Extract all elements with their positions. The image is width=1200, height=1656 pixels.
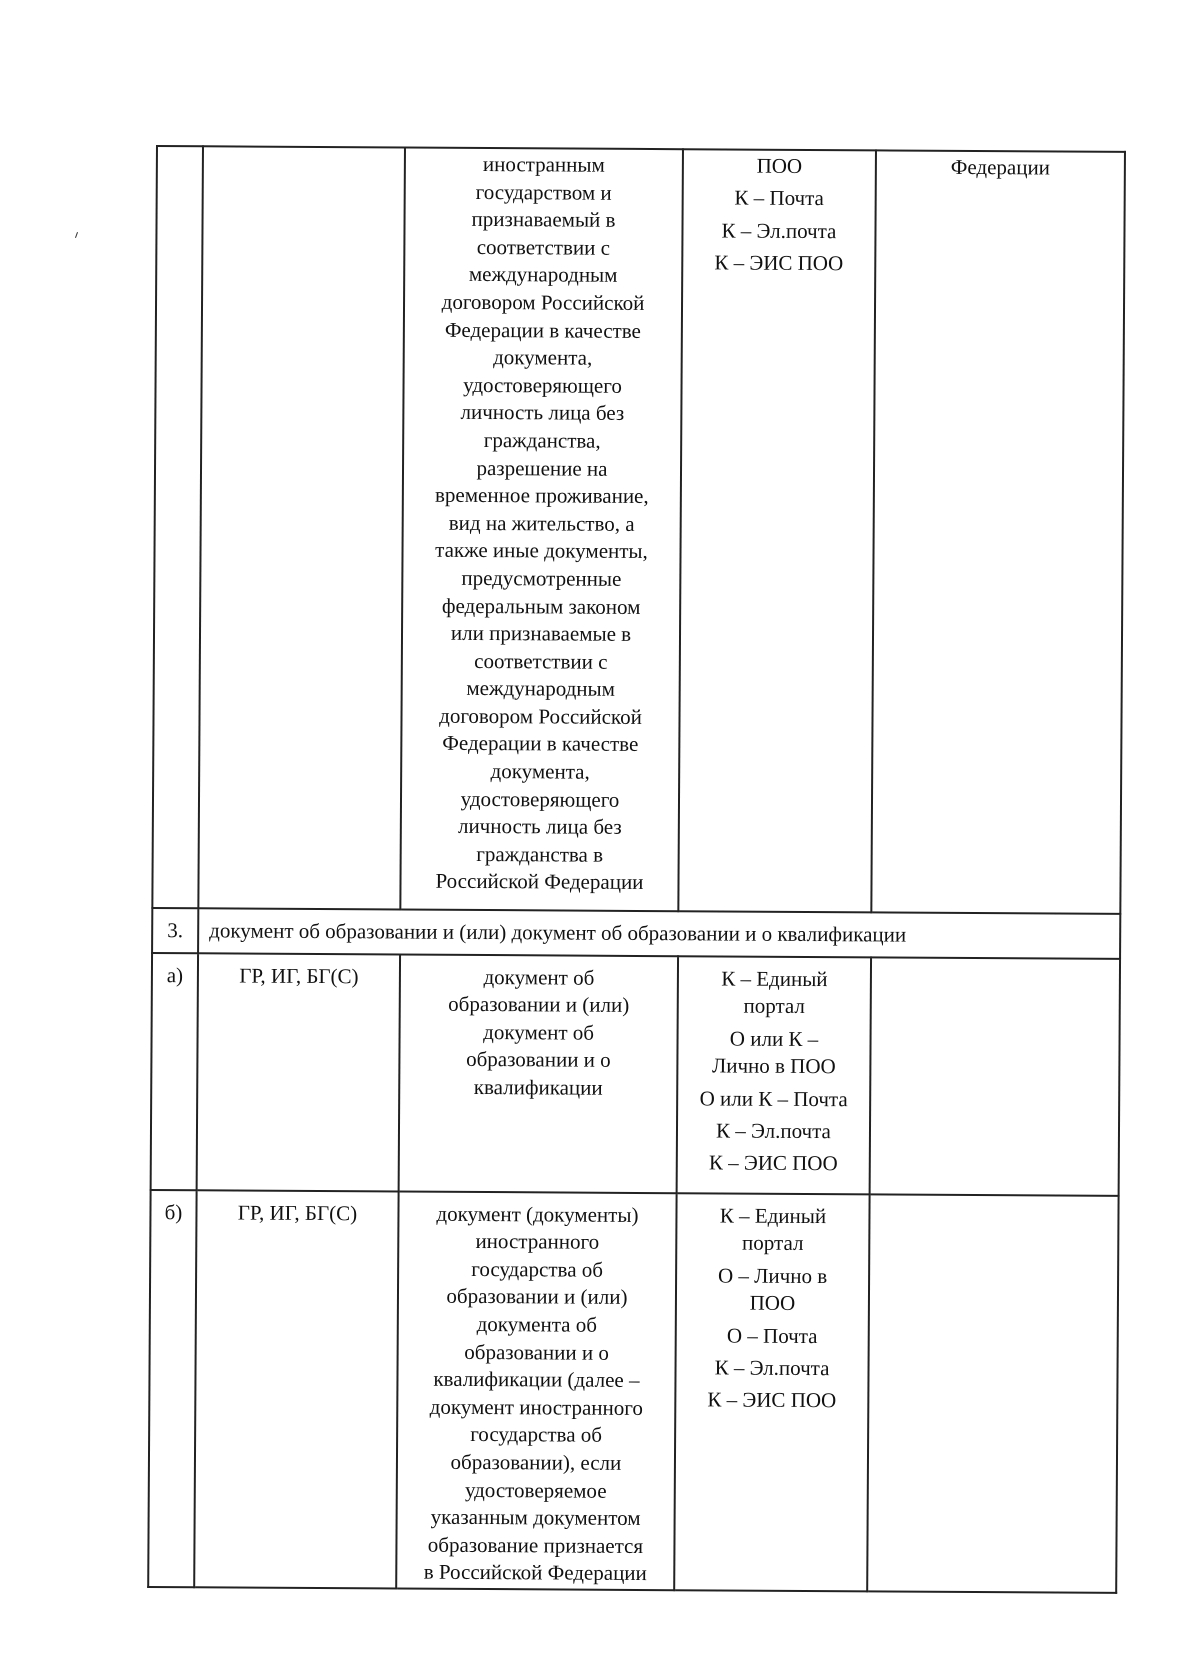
cell-line <box>684 1117 863 1146</box>
document-cell <box>399 954 678 1193</box>
cell-line-part: К – Единый <box>721 966 828 991</box>
cell-line: международным <box>466 676 616 702</box>
cell-line: предусмотренные <box>461 565 622 591</box>
table-row-continued <box>152 146 1125 914</box>
cell-line: удостоверяющего <box>460 786 620 812</box>
note-cell <box>867 1194 1118 1593</box>
cell-line: указанным документом <box>430 1504 641 1531</box>
note-cell: Федерации <box>871 150 1125 914</box>
cell-line: образовании и о <box>466 1047 611 1073</box>
submission-forms-cell <box>674 1193 869 1591</box>
cell-line: иностранного <box>475 1229 600 1254</box>
cell-line: также иные документы, <box>435 538 648 564</box>
cell-line: документ (документы) <box>436 1201 639 1227</box>
cell-line: Российской Федерации <box>435 869 644 895</box>
cell-line-part: О – Почта <box>726 1323 818 1348</box>
cell-line <box>682 1354 861 1383</box>
cell-line: государством и <box>475 179 612 205</box>
document-cell <box>396 1191 676 1590</box>
cell-line: удостоверяемое <box>464 1477 607 1503</box>
document-sheet <box>147 145 1124 1594</box>
table-row-b <box>148 1190 1118 1593</box>
cell-line: международным <box>468 262 618 288</box>
cell-line <box>683 1202 862 1258</box>
categories-cell <box>198 146 405 909</box>
cell-line: временное проживание, <box>434 482 649 509</box>
cell-line: документа, <box>493 345 593 370</box>
cell-line: ПОО <box>756 153 803 178</box>
cell-line: гражданства, <box>483 427 601 453</box>
cell-line-part: К – Эл.почта <box>714 1355 830 1381</box>
cell-line: Федерации в качестве <box>444 317 641 343</box>
cell-line: образовании), если <box>450 1449 622 1475</box>
cell-line-part: портал <box>742 1230 804 1256</box>
cell-line <box>683 1262 862 1318</box>
cell-line: образовании и о <box>464 1339 610 1365</box>
cell-line: государства об <box>471 1256 604 1282</box>
cell-line: К – Эл.почта <box>721 218 837 243</box>
cell-line <box>685 965 864 1021</box>
cell-line: образовании и (или) <box>448 991 630 1018</box>
cell-line: квалификации <box>473 1074 603 1100</box>
categories-cell: ГР, ИГ, БГ(С) <box>194 1190 398 1589</box>
cell-line: личность лица без <box>460 400 625 426</box>
cell-line: документа об <box>476 1311 598 1337</box>
cell-line: документ иностранного <box>429 1394 643 1420</box>
cell-line: признаваемый в <box>471 207 616 232</box>
cell-line-part: О или К – Почта <box>699 1085 848 1111</box>
cell-line: в Российской Федерации <box>423 1559 647 1586</box>
table-row-a <box>151 953 1120 1196</box>
cell-line <box>684 1085 863 1114</box>
cell-line: или признаваемые в <box>450 620 632 647</box>
cell-line: гражданства в <box>476 841 604 867</box>
cell-line: договором Российской <box>439 703 642 729</box>
cell-line <box>684 1150 863 1179</box>
section-title-cell: документ об образовании и (или) документ об образовании и о квалификации <box>198 908 1120 958</box>
row-number-cell <box>152 146 203 908</box>
cell-line: вид на жительство, а <box>448 510 635 536</box>
categories-cell: ГР, ИГ, БГ(С) <box>197 953 400 1191</box>
cell-line: соответствии с <box>476 234 611 260</box>
submission-forms-cell <box>678 149 876 912</box>
cell-line <box>683 1322 862 1351</box>
cell-line-part: К – Единый <box>719 1203 827 1228</box>
cell-line-part: портал <box>743 993 806 1019</box>
cell-line: соответствии с <box>474 648 608 674</box>
cell-line: личность лица без <box>457 814 622 840</box>
cell-line: федеральным законом <box>441 593 641 619</box>
cell-line-part: К – ЭИС ПОО <box>708 1150 838 1176</box>
submission-forms-cell <box>677 956 871 1194</box>
table-row-section-3 <box>152 908 1120 959</box>
cell-line: Федерации в качестве <box>442 731 639 757</box>
cell-line: удостоверяющего <box>463 372 622 398</box>
cell-line-part: ПОО <box>749 1290 796 1316</box>
cell-line: документ об <box>483 1019 595 1045</box>
row-number-cell: б) <box>148 1190 196 1588</box>
cell-line: разрешение на <box>476 455 608 481</box>
cell-line-part: О – Лично в <box>717 1263 828 1288</box>
document-cell <box>400 148 683 912</box>
cell-line: государства об <box>470 1422 603 1448</box>
cell-line: образовании и (или) <box>446 1284 628 1310</box>
cell-line: К – ЭИС ПОО <box>714 250 844 276</box>
cell-line-part: Лично в ПОО <box>711 1053 836 1079</box>
cell-line: иностранным <box>482 151 605 177</box>
cell-line <box>682 1387 861 1416</box>
section-number-cell: 3. <box>152 908 198 953</box>
scan-speck <box>75 232 78 238</box>
cell-line-part: О или К – <box>729 1026 819 1051</box>
documents-table <box>147 145 1126 1594</box>
cell-line: договором Российской <box>441 289 645 315</box>
cell-line: документа, <box>490 759 590 784</box>
cell-line: образование признается <box>427 1532 644 1558</box>
cell-line-part: К – Эл.почта <box>715 1118 831 1144</box>
note-cell <box>870 957 1120 1196</box>
cell-line <box>684 1025 863 1081</box>
cell-line-part: К – ЭИС ПОО <box>707 1387 837 1413</box>
row-number-cell: а) <box>151 953 198 1190</box>
cell-line: документ об <box>483 964 595 990</box>
cell-line: К – Почта <box>734 185 824 211</box>
cell-line: квалификации (далее – <box>433 1366 640 1393</box>
